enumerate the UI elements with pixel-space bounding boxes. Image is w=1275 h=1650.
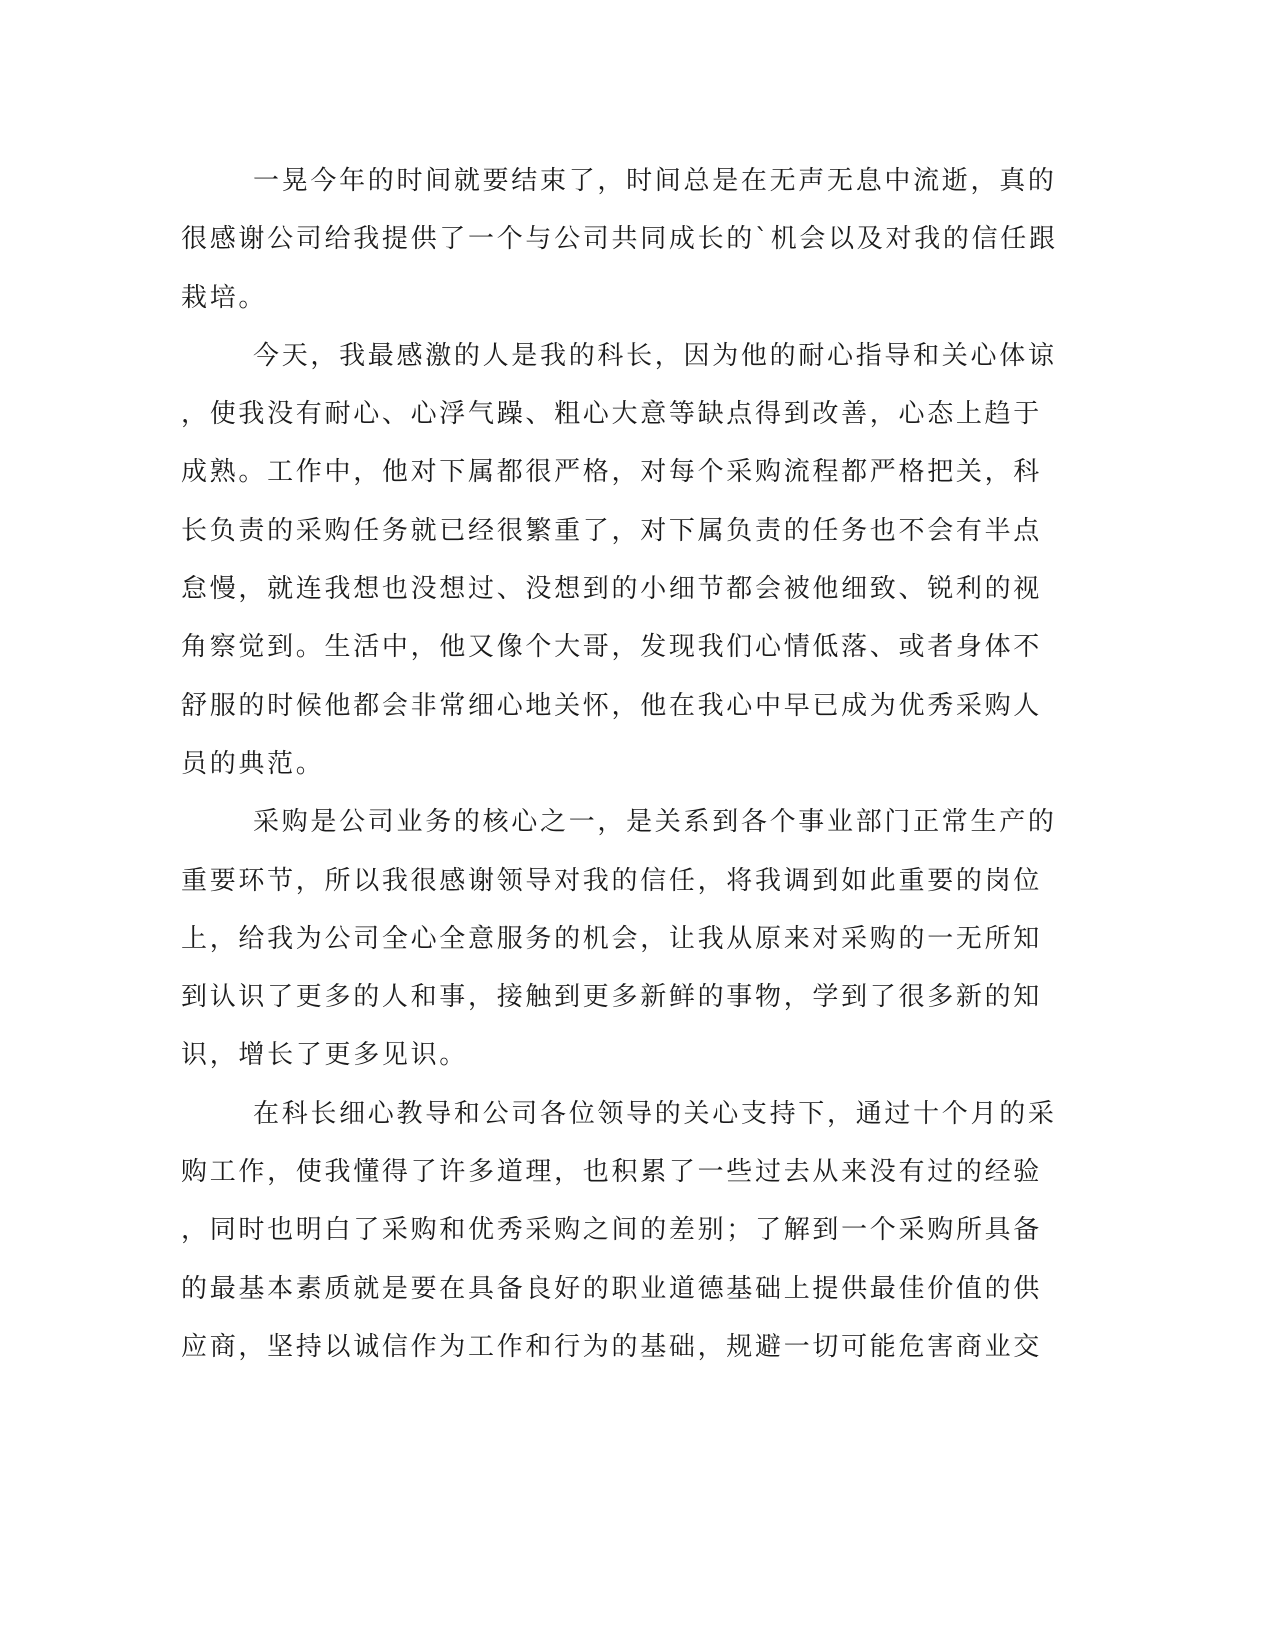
paragraph-line: 识，增长了更多见识。 bbox=[181, 1040, 469, 1071]
paragraph-line: 角察觉到。生活中，他又像个大哥，发现我们心情低落、或者身体不 bbox=[181, 632, 1043, 663]
paragraph-line: 成熟。工作中，他对下属都很严格，对每个采购流程都严格把关，科 bbox=[181, 457, 1043, 488]
paragraph-line: 今天，我最感激的人是我的科长，因为他的耐心指导和关心体谅 bbox=[253, 340, 1057, 371]
paragraph-line: 怠慢，就连我想也没想过、没想到的小细节都会被他细致、锐利的视 bbox=[181, 574, 1043, 605]
paragraph-line: 到认识了更多的人和事，接触到更多新鲜的事物，学到了很多新的知 bbox=[181, 982, 1043, 1013]
paragraph-line: 重要环节，所以我很感谢领导对我的信任，将我调到如此重要的岗位 bbox=[181, 865, 1043, 896]
paragraph-line: 购工作，使我懂得了许多道理，也积累了一些过去从来没有过的经验 bbox=[181, 1157, 1043, 1188]
paragraph-2 bbox=[181, 327, 1057, 793]
paragraph-line: 栽培。 bbox=[181, 282, 268, 313]
paragraph-line: 采购是公司业务的核心之一，是关系到各个事业部门正常生产的 bbox=[253, 807, 1057, 838]
paragraph-line: 在科长细心教导和公司各位领导的关心支持下，通过十个月的采 bbox=[253, 1098, 1057, 1129]
paragraph-line: 员的典范。 bbox=[181, 748, 325, 779]
paragraph-line: 很感谢公司给我提供了一个与公司共同成长的`机会以及对我的信任跟 bbox=[181, 224, 1058, 255]
paragraph-line: ，同时也明白了采购和优秀采购之间的差别；了解到一个采购所具备 bbox=[181, 1215, 1043, 1246]
paragraph-line: 应商，坚持以诚信作为工作和行为的基础，规避一切可能危害商业交 bbox=[181, 1331, 1043, 1362]
document-body bbox=[181, 152, 1058, 1376]
paragraph-line: ，使我没有耐心、心浮气躁、粗心大意等缺点得到改善，心态上趋于 bbox=[181, 399, 1043, 430]
paragraph-line: 舒服的时候他都会非常细心地关怀，他在我心中早已成为优秀采购人 bbox=[181, 690, 1043, 721]
paragraph-4 bbox=[181, 1085, 1057, 1376]
paragraph-line: 长负责的采购任务就已经很繁重了，对下属负责的任务也不会有半点 bbox=[181, 515, 1043, 546]
paragraph-line: 上，给我为公司全心全意服务的机会，让我从原来对采购的一无所知 bbox=[181, 923, 1043, 954]
paragraph-1 bbox=[181, 152, 1058, 327]
paragraph-line: 的最基本素质就是要在具备良好的职业道德基础上提供最佳价值的供 bbox=[181, 1273, 1043, 1304]
paragraph-3 bbox=[181, 793, 1057, 1084]
paragraph-line: 一晃今年的时间就要结束了，时间总是在无声无息中流逝，真的 bbox=[253, 166, 1057, 196]
